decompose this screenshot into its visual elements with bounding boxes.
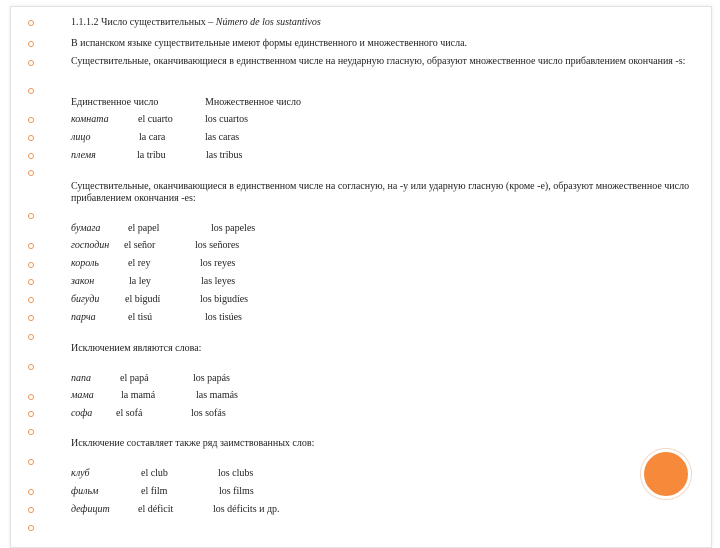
- bullet-icon: [28, 60, 34, 66]
- bullet-icon: [28, 243, 34, 249]
- word-row: [71, 468, 254, 480]
- bullet-icon: [28, 135, 34, 141]
- bullet-icon: [28, 315, 34, 321]
- bullet-icon: [28, 117, 34, 123]
- word-plural: los papás: [193, 373, 230, 384]
- word-row: [71, 390, 238, 402]
- column-plural-header: Множественное число: [205, 97, 301, 108]
- word-row: [71, 408, 226, 420]
- word-singular: la ley: [129, 276, 151, 287]
- heading-number: 1.1.1.2 Число существительных –: [71, 17, 216, 28]
- word-singular: el film: [141, 486, 168, 497]
- bullet-icon: [28, 41, 34, 47]
- word-ru: комната: [71, 114, 109, 125]
- word-plural: las tribus: [206, 150, 243, 161]
- word-ru: фильм: [71, 486, 99, 497]
- word-row: [71, 276, 236, 288]
- word-singular: la cara: [139, 132, 166, 143]
- bullet-icon: [28, 334, 34, 340]
- bullet-icon: [28, 489, 34, 495]
- bullet-icon: [28, 20, 34, 26]
- bullet-icon: [28, 213, 34, 219]
- word-row: [71, 486, 254, 498]
- bullet-icon: [28, 153, 34, 159]
- word-plural: los sofás: [191, 408, 226, 419]
- word-ru: король: [71, 258, 99, 269]
- word-row: [71, 132, 240, 144]
- word-plural: las leyes: [201, 276, 236, 287]
- rule-1-text: Существительные, оканчивающиеся в единственном числе на неударную гласную, образуют множественное число прибавлением окончания -s:: [71, 56, 686, 67]
- word-row: [71, 150, 243, 162]
- word-plural: los reyes: [200, 258, 236, 269]
- word-singular: el papel: [128, 223, 160, 234]
- section-heading: [71, 17, 321, 29]
- word-ru: мама: [71, 390, 94, 401]
- word-singular: el cuarto: [138, 114, 173, 125]
- bullet-icon: [28, 459, 34, 465]
- column-singular-header: Единственное число: [71, 97, 159, 108]
- word-plural: los señores: [195, 240, 240, 251]
- word-singular: el bigudí: [125, 294, 161, 305]
- word-ru: племя: [71, 150, 96, 161]
- word-ru: парча: [71, 312, 96, 323]
- word-plural: los clubs: [218, 468, 254, 479]
- word-ru: бумага: [71, 223, 101, 234]
- bullet-icon: [28, 429, 34, 435]
- word-singular: el club: [141, 468, 168, 479]
- bullet-icon: [28, 525, 34, 531]
- word-singular: la tribu: [137, 150, 166, 161]
- word-row: [71, 373, 230, 385]
- slide-frame: [10, 6, 712, 548]
- word-ru: господин: [71, 240, 110, 251]
- decorative-orange-circle: [641, 449, 691, 499]
- word-row: [71, 294, 249, 306]
- word-singular: el sofá: [116, 408, 143, 419]
- word-ru: закон: [71, 276, 95, 287]
- word-ru: дефицит: [71, 504, 110, 515]
- word-row: [71, 504, 280, 516]
- bullet-icon: [28, 507, 34, 513]
- bullet-icon: [28, 411, 34, 417]
- word-plural: los bigudíes: [200, 294, 249, 305]
- heading-title-es: Número de los sustantivos: [215, 17, 321, 28]
- bullet-icon: [28, 279, 34, 285]
- word-singular: el rey: [128, 258, 151, 269]
- word-ru: бигуди: [71, 294, 100, 305]
- word-plural: los tisúes: [205, 312, 242, 323]
- word-plural: los cuartos: [205, 114, 249, 125]
- intro-text: В испанском языке существительные имеют формы единственного и множественного числа.: [71, 38, 468, 49]
- bullet-icon: [28, 297, 34, 303]
- word-singular: el papá: [120, 373, 149, 384]
- exceptions-1-text: Исключением являются слова:: [71, 343, 202, 354]
- word-row: [71, 240, 240, 252]
- exceptions-2-text: Исключение составляет также ряд заимствованных слов:: [71, 438, 315, 449]
- word-plural: los papeles: [211, 223, 256, 234]
- bullet-icon: [28, 170, 34, 176]
- word-ru: клуб: [71, 468, 90, 479]
- word-singular: el déficit: [138, 504, 174, 515]
- bullet-icon: [28, 364, 34, 370]
- word-row: [71, 258, 236, 270]
- word-plural: las caras: [205, 132, 240, 143]
- word-row: [71, 223, 256, 235]
- bullet-icon: [28, 394, 34, 400]
- word-row: [71, 312, 242, 324]
- word-plural: los déficits и др.: [213, 504, 280, 515]
- word-singular: la mamá: [121, 390, 156, 401]
- word-singular: el tisú: [128, 312, 153, 323]
- word-singular: el señor: [124, 240, 156, 251]
- word-ru: софа: [71, 408, 93, 419]
- word-plural: las mamás: [196, 390, 238, 401]
- rule-2-text: Существительные, оканчивающиеся в единственном числе на согласную, на -y или ударную гласную (кроме -e), образуют множественное число прибавлением окончания -es:: [71, 181, 690, 204]
- bullet-icon: [28, 262, 34, 268]
- word-row: [71, 114, 249, 126]
- word-ru: папа: [71, 373, 91, 384]
- word-plural: los films: [219, 486, 254, 497]
- bullet-icon: [28, 88, 34, 94]
- word-ru: лицо: [71, 132, 91, 143]
